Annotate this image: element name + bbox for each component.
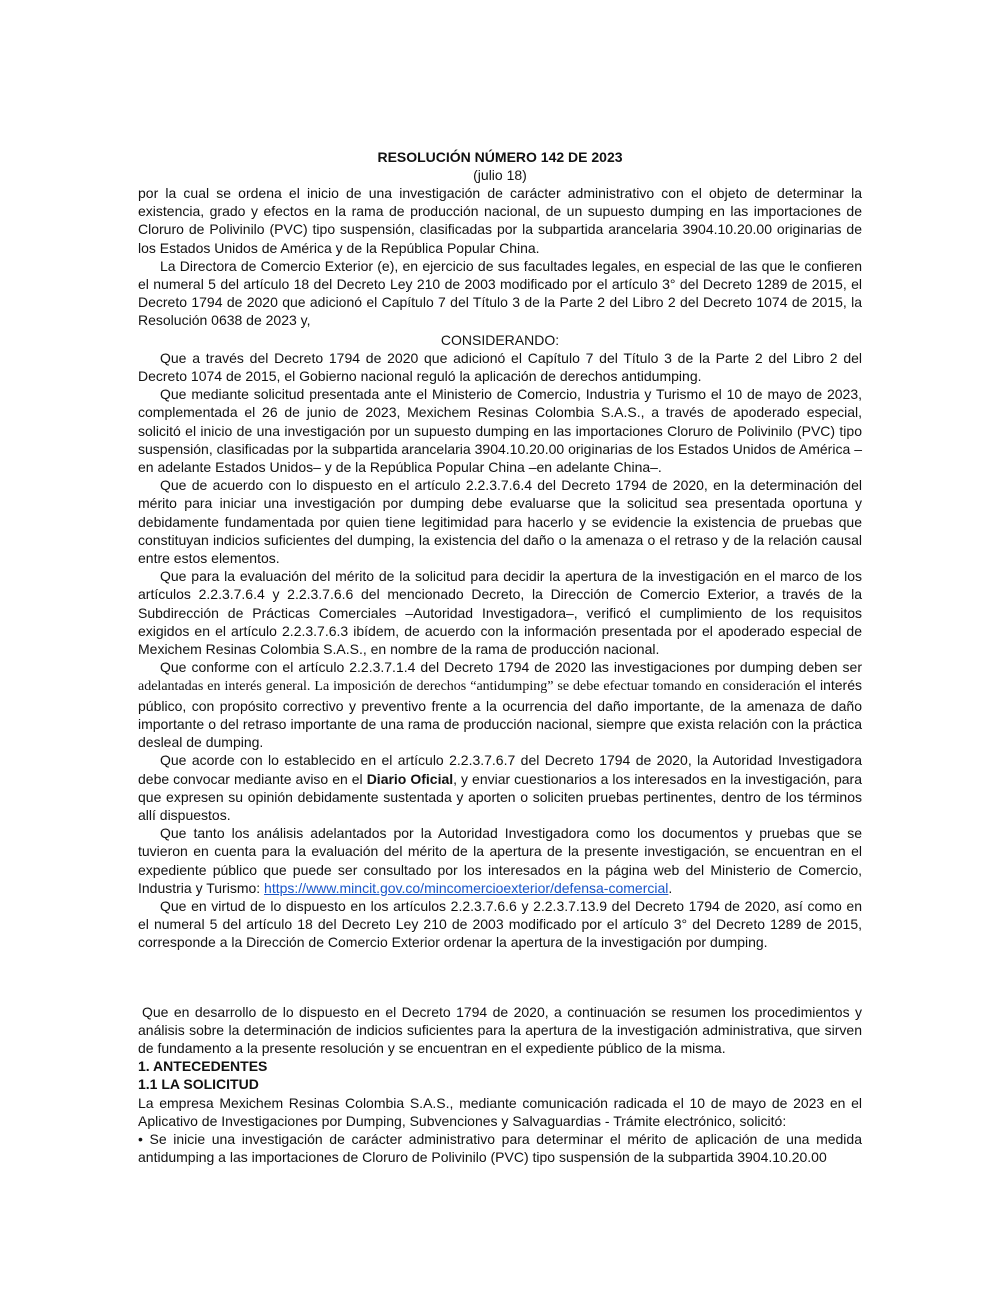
section-heading-solicitud: 1.1 LA SOLICITUD: [138, 1076, 259, 1093]
paragraph-7-part-b: .: [668, 879, 673, 896]
resolution-subject: por la cual se ordena el inicio de una investigación de carácter administrativo con el objeto de determinar la existencia, grado y efectos en la rama de producción nacional, de un supuesto dumping en las importaciones de Cloruro de Polivinilo (PVC) tipo suspensión, clasificadas por la subpartida arancelaria 3904.10.20.00 originarias de los Estados Unidos de América y de la República Popular China.: [138, 185, 862, 256]
paragraph-7-part-a: Que tanto los análisis adelantados por la Autoridad Investigadora como los documentos y pruebas que se tuvieron en cuenta para la evaluación del mérito de la apertura de la presente investigación, se encuentran en el expediente público que puede ser consultado por los interesados en la página web del Ministerio de Comercio, Industria y Turismo:: [138, 825, 862, 896]
considering-paragraph-1: Que a través del Decreto 1794 de 2020 que adicionó el Capítulo 7 del Título 3 de la Parte 2 del Libro 2 del Decreto 1074 de 2015, el Gobierno nacional reguló la aplicación de derechos antidumping.: [138, 349, 862, 385]
considering-paragraph-2: Que mediante solicitud presentada ante el Ministerio de Comercio, Industria y Turismo el 10 de mayo de 2023, complementada el 26 de junio de 2023, Mexichem Resinas Colombia S.A.S., a través de apoderado especial, solicitó el inicio de una investigación por un supuesto dumping en las importaciones Cloruro de Polivinilo (PVC) tipo suspensión, clasificadas por la subpartida arancelaria 3904.10.20.00 originarias de los Estados Unidos de América – en adelante Estados Unidos– y de la República Popular China –en adelante China–.: [138, 386, 862, 476]
considering-paragraph-7: [138, 824, 862, 897]
considering-paragraph-3: Que de acuerdo con lo dispuesto en el artículo 2.2.3.7.6.4 del Decreto 1794 de 2020, en la determinación del mérito para iniciar una investigación por dumping debe evaluarse que la solicitud sea presentada oportuna y debidamente fundamentada por quien tiene legitimidad para hacerlo y se evidencie la existencia de pruebas que constituyan indicios suficientes del dumping, la existencia del daño o la amenaza o el retraso y de la relación causal entre estos elementos.: [138, 477, 862, 567]
paragraph-5-part-c: el interés público, con propósito correctivo y preventivo frente a la ocurrencia del daño importante, de la amenaza de daño importante o del retraso importante de una rama de producción nacional, siempre que exista relación con la práctica desleal de dumping.: [138, 677, 862, 751]
considering-paragraph-6: [138, 751, 862, 824]
considering-heading: CONSIDERANDO:: [440, 331, 560, 348]
solicitud-paragraph: La empresa Mexichem Resinas Colombia S.A.S., mediante comunicación radicada el 10 de mayo de 2023 en el Aplicativo de Investigaciones por Dumping, Subvenciones y Salvaguardias - Trámite electrónico, solicitó:: [138, 1094, 862, 1129]
preamble-paragraph: La Directora de Comercio Exterior (e), en ejercicio de sus facultades legales, en especial de las que le confieren el numeral 5 del artículo 18 del Decreto Ley 210 de 2003 modificado por el artículo 3° del Decreto 1289 de 2015, el Decreto 1794 de 2020 que adicionó el Capítulo 7 del Título 3 de la Parte 2 del Libro 2 del Decreto 1074 de 2015, la Resolución 0638 de 2023 y,: [138, 257, 862, 329]
paragraph-6-part-b: , y enviar cuestionarios a los interesados en la investigación, para que expresen su opinión debidamente sustentada y aporten o soliciten pruebas pertinentes, dentro de los términos allí dispuestos.: [138, 770, 862, 823]
diario-oficial-label: Diario Oficial: [366, 770, 454, 787]
paragraph-5-part-b: adelantadas en interés general. La imposición de derechos “antidumping” se debe efectuar tomando en consideración: [138, 679, 801, 695]
considering-paragraph-4: Que para la evaluación del mérito de la solicitud para decidir la apertura de la investigación en el marco de los artículos 2.2.3.7.6.4 y 2.2.3.7.6.6 del mencionado Decreto, la Dirección de Comercio Exterior, a través de la Subdirección de Prácticas Comerciales –Autoridad Investigadora–, verificó el cumplimiento de los requisitos exigidos en el artículo 2.2.3.7.6.3 ibídem, de acuerdo con la información presentada por el apoderado especial de Mexichem Resinas Colombia S.A.S., en nombre de la rama de producción nacional.: [138, 568, 862, 658]
section-heading-antecedentes: 1. ANTECEDENTES: [138, 1058, 268, 1075]
paragraph-5-part-a: Que conforme con el artículo 2.2.3.7.1.4 del Decreto 1794 de 2020 las investigaciones por dumping deben ser: [160, 659, 862, 676]
solicitud-bullet: • Se inicie una investigación de carácter administrativo para determinar el mérito de aplicación de una medida antidumping a las importaciones de Cloruro de Polivinilo (PVC) tipo suspensión de la subpartida 3904.10.20.00: [138, 1130, 862, 1166]
resolution-title: RESOLUCIÓN NÚMERO 142 DE 2023: [377, 149, 623, 165]
considering-paragraph-8: Que en virtud de lo dispuesto en los artículos 2.2.3.7.6.6 y 2.2.3.7.13.9 del Decreto 1794 de 2020, así como en el numeral 5 del artículo 18 del Decreto Ley 210 de 2003 modificado por el artículo 3° del Decreto 1289 de 2015, corresponde a la Dirección de Comercio Exterior ordenar la apertura de la investigación por dumping.: [138, 897, 862, 951]
considering-paragraph-9: Que en desarrollo de lo dispuesto en el Decreto 1794 de 2020, a continuación se resumen los procedimientos y análisis sobre la determinación de indicios suficientes para la apertura de la investigación administrativa, que sirven de fundamento a la presente resolución y se encuentran en el expediente público de la misma.: [138, 1003, 862, 1056]
document-page: [138, 148, 862, 1166]
resolution-date: (julio 18): [473, 167, 527, 183]
paragraph-6-part-a: Que acorde con lo establecido en el artículo 2.2.3.7.6.7 del Decreto 1794 de 2020, la Autoridad Investigadora debe convocar mediante aviso en el: [138, 752, 862, 787]
mincit-link[interactable]: https://www.mincit.gov.co/mincomercioexterior/defensa-comercial: [264, 879, 669, 896]
section-spacer: [138, 952, 862, 1003]
considering-paragraph-5: [138, 658, 862, 751]
